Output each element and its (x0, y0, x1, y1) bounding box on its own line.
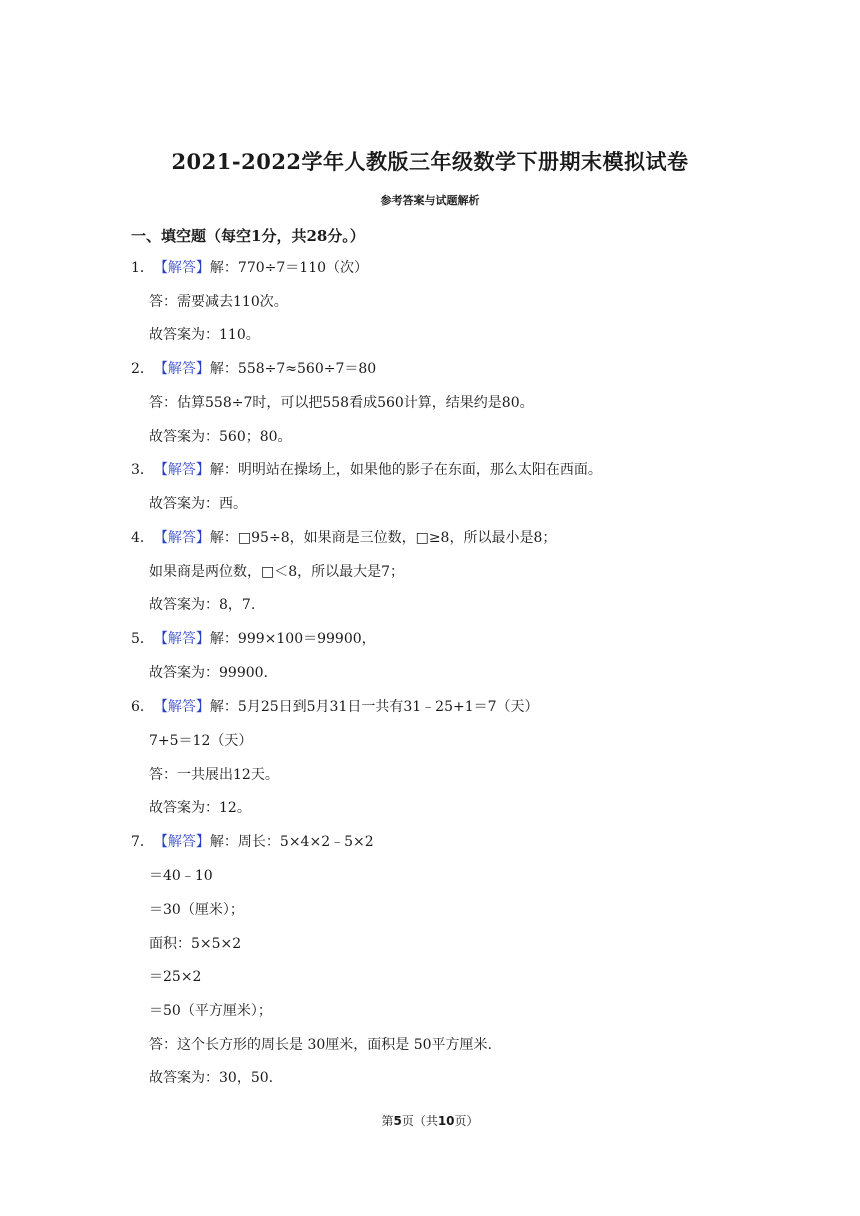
item-line: 故答案为：99900. (149, 665, 268, 681)
item-first-line: 解：558÷7≈560÷7＝80 (209, 361, 377, 377)
document-title: 2021-2022学年人教版三年级数学下册期末模拟试卷 (171, 149, 689, 174)
item-first-line: 解：5月25日到5月31日一共有31﹣25+1＝7（天） (209, 699, 539, 715)
footer-page-number: 5 (393, 1114, 402, 1128)
answer-tag: 【解答】 (153, 260, 210, 276)
footer-suffix: 页） (454, 1114, 479, 1128)
answer-item-2 (131, 360, 376, 378)
item-line: 面积：5×5×2 (149, 936, 242, 952)
item-line: 故答案为：西。 (149, 496, 247, 512)
item-first-line: 解：□95÷8，如果商是三位数，□≥8，所以最小是8； (209, 530, 557, 546)
answer-tag: 【解答】 (153, 699, 210, 715)
item-line: 答：估算558÷7时，可以把558看成560计算，结果约是80。 (149, 395, 534, 411)
answer-tag: 【解答】 (153, 361, 210, 377)
item-number: 3． (131, 462, 154, 478)
answer-item-1 (131, 259, 368, 277)
item-number: 5． (131, 631, 154, 647)
answer-tag: 【解答】 (153, 462, 210, 478)
item-number: 7． (131, 834, 154, 850)
item-first-line: 解：770÷7＝110（次） (209, 260, 369, 276)
item-line: ＝40﹣10 (149, 868, 213, 884)
item-line: 故答案为：8，7. (149, 597, 256, 613)
item-line: ＝50（平方厘米）； (149, 1003, 272, 1019)
item-line: 故答案为：110。 (149, 327, 260, 343)
item-line: 7+5＝12（天） (149, 733, 253, 749)
item-number: 2． (131, 361, 154, 377)
footer-total-pages: 10 (437, 1114, 455, 1128)
item-line: 故答案为：560；80。 (149, 429, 292, 445)
item-number: 4． (131, 530, 154, 546)
document-subtitle: 参考答案与试题解析 (380, 194, 480, 207)
footer-middle: 页（共 (401, 1114, 438, 1128)
item-line: ＝30（厘米）； (149, 902, 244, 918)
item-number: 1． (131, 260, 154, 276)
section-heading: 一、填空题（每空1分，共28分。） (131, 227, 365, 245)
answer-item-5 (131, 630, 376, 648)
footer-prefix: 第 (381, 1114, 394, 1128)
item-number: 6． (131, 699, 154, 715)
item-line: 答：一共展出12天。 (149, 767, 279, 783)
answer-item-6 (131, 698, 539, 716)
item-line: 答：这个长方形的周长是 30厘米，面积是 50平方厘米. (149, 1037, 492, 1053)
item-line: 故答案为：30，50. (149, 1070, 274, 1086)
item-first-line: 解：明明站在操场上，如果他的影子在东面，那么太阳在西面。 (209, 462, 602, 478)
answer-tag: 【解答】 (153, 530, 210, 546)
item-first-line: 解：999×100＝99900， (209, 631, 376, 647)
item-line: 如果商是两位数，□＜8，所以最大是7； (149, 564, 405, 580)
answer-item-7 (131, 833, 374, 851)
item-line: 故答案为：12。 (149, 800, 251, 816)
answer-item-3 (131, 461, 602, 479)
page-footer (0, 1112, 860, 1129)
item-first-line: 解：周长：5×4×2﹣5×2 (209, 834, 374, 850)
answer-tag: 【解答】 (153, 631, 210, 647)
item-line: ＝25×2 (149, 969, 202, 985)
answer-item-4 (131, 529, 556, 547)
answer-tag: 【解答】 (153, 834, 210, 850)
item-line: 答：需要减去110次。 (149, 294, 288, 310)
